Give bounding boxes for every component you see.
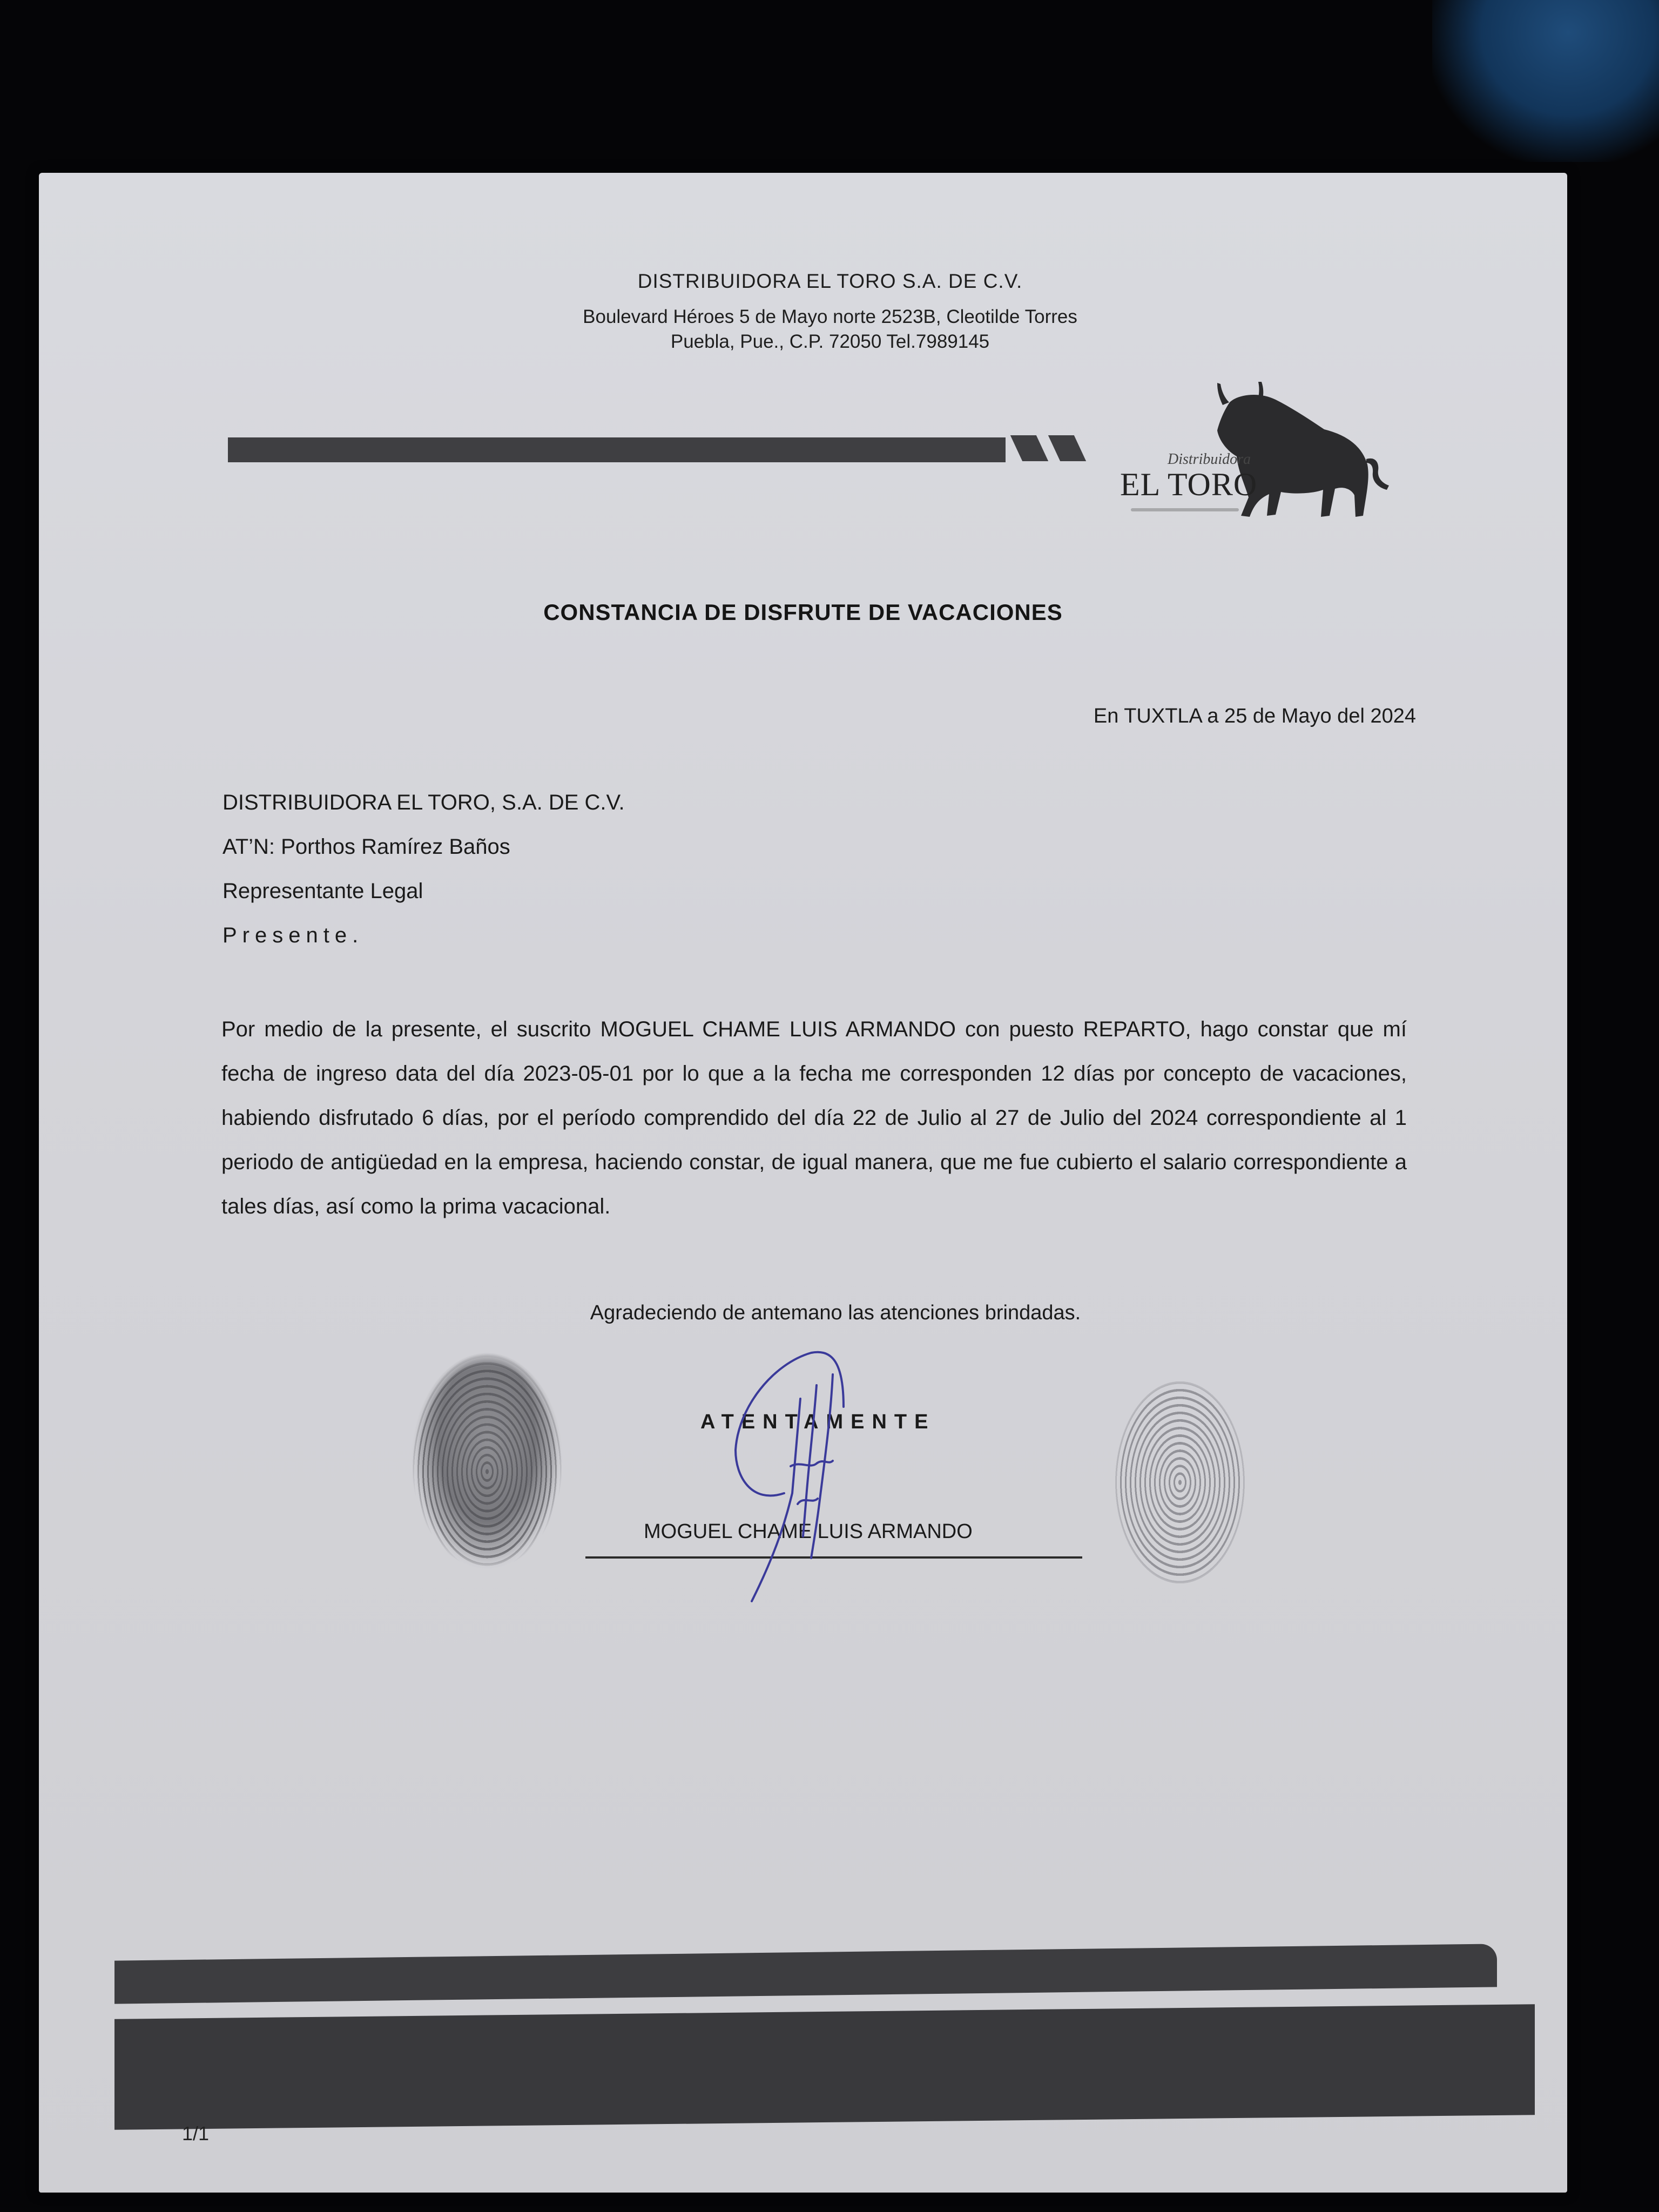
logo-tagline	[1131, 508, 1239, 511]
header-divider-slash	[1048, 435, 1086, 461]
header-divider-slash	[1010, 435, 1048, 461]
place-date: En TUXTLA a 25 de Mayo del 2024	[1093, 705, 1416, 727]
logo-small-text: Distribuidora	[1168, 451, 1251, 468]
letterhead-address-line2: Puebla, Pue., C.P. 72050 Tel.7989145	[670, 331, 990, 352]
sign-off: ATENTAMENTE	[700, 1411, 936, 1433]
logo-big-text: EL TORO	[1120, 467, 1258, 502]
addressee-greeting: Presente.	[222, 923, 364, 947]
addressee-block	[222, 780, 625, 957]
closing-line: Agradeciendo de antemano las atenciones brindadas.	[590, 1301, 1081, 1324]
body-paragraph: Por medio de la presente, el suscrito MOGUEL CHAME LUIS ARMANDO con puesto REPARTO, hago constar que mí fecha de ingreso data del día 2023-05-01 por lo que a la fecha me corresponden 12 días por concepto de vacaciones, habiendo disfrutado 6 días, por el período comprendido del día 22 de Julio al 27 de Julio del 2024 correspondiente al 1 periodo de antigüedad en la empresa, haciendo constar, de igual manera, que me fue cubierto el salario correspondiente a tales días, así como la prima vacacional.	[221, 1017, 1407, 1218]
header-divider-bar	[228, 437, 1006, 462]
footer-bar-top	[114, 1944, 1497, 2004]
background-cloth	[1432, 0, 1659, 162]
handwritten-signature	[671, 1342, 930, 1612]
document-title: CONSTANCIA DE DISFRUTE DE VACACIONES	[543, 599, 1063, 625]
signer-name: MOGUEL CHAME LUIS ARMANDO	[644, 1520, 973, 1543]
fingerprint-right	[1112, 1377, 1247, 1588]
page-number: 1/1	[182, 2122, 210, 2144]
letterhead-company: DISTRIBUIDORA EL TORO S.A. DE C.V.	[637, 270, 1023, 292]
addressee-attention: AT’N: Porthos Ramírez Baños	[222, 835, 510, 859]
addressee-company: DISTRIBUIDORA EL TORO, S.A. DE C.V.	[222, 791, 625, 814]
fingerprint-left	[412, 1353, 563, 1569]
document-page	[39, 173, 1567, 2193]
addressee-role: Representante Legal	[222, 879, 423, 903]
letterhead-address-line1: Boulevard Héroes 5 de Mayo norte 2523B, Cleotilde Torres	[583, 306, 1077, 327]
bull-icon	[1097, 370, 1405, 532]
company-logo	[1097, 370, 1405, 532]
footer-bar-bottom	[114, 2004, 1535, 2130]
letterhead	[39, 270, 1567, 354]
